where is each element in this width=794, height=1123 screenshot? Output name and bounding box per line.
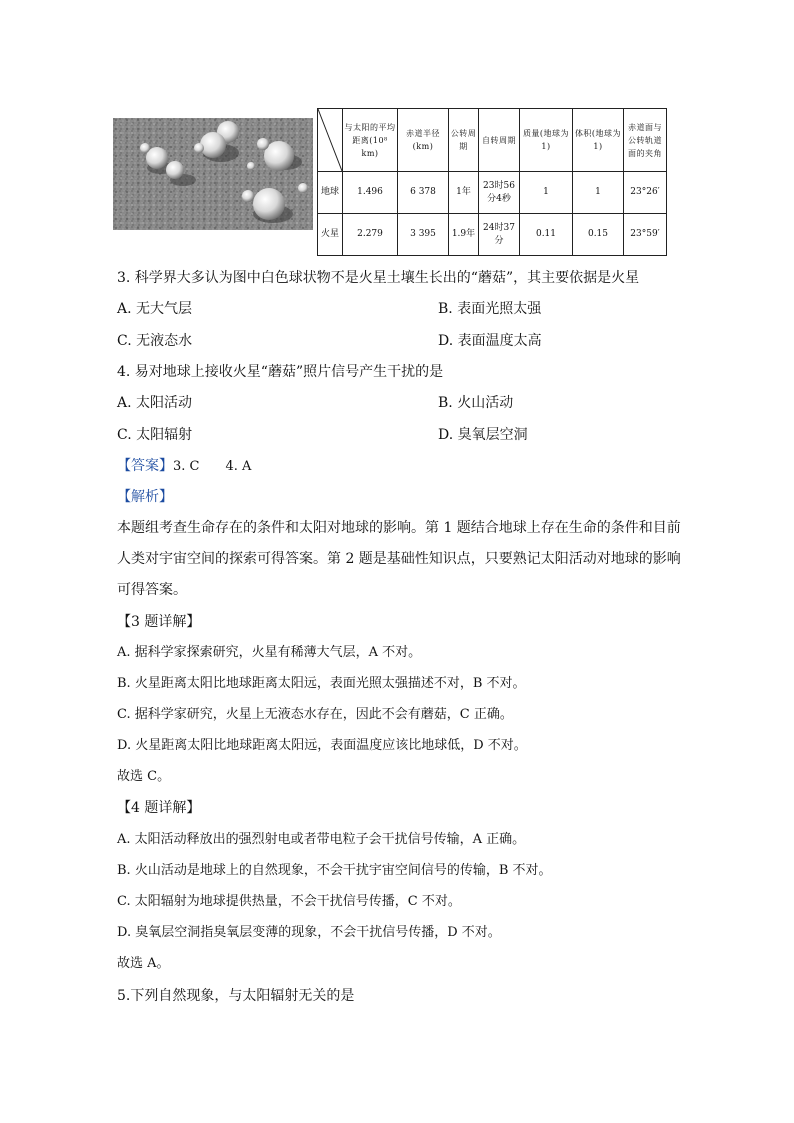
table-header-row [318, 109, 667, 172]
cell-mass: 1 [520, 172, 573, 214]
header-tilt: 赤道面与公转轨道面的夹角 [624, 109, 667, 172]
detail-4-line: C. 太阳辐射为地球提供热量，不会干扰信号传播，C 不对。 [117, 894, 461, 909]
question-3-option-d: D. 表面温度太高 [438, 333, 542, 349]
analysis-line: 可得答案。 [117, 582, 187, 598]
mars-photo-image [113, 118, 313, 230]
question-3-option-c: C. 无液态水 [117, 333, 193, 349]
cell-radius: 3 395 [398, 214, 449, 256]
question-4-option-c: C. 太阳辐射 [117, 427, 193, 443]
header-mass: 质量(地球为1) [520, 109, 573, 172]
question-3-stem: 3. 科学界大多认为图中白色球状物不是火星土壤生长出的“蘑菇”，其主要依据是火星 [117, 270, 640, 286]
table-row [318, 172, 667, 214]
question-3-option-a: A. 无大气层 [117, 301, 193, 317]
table-corner-cell [318, 109, 343, 172]
row-name: 地球 [318, 172, 343, 214]
row-name: 火星 [318, 214, 343, 256]
cell-tilt: 23°59′ [624, 214, 667, 256]
question-4-stem: 4. 易对地球上接收火星“蘑菇”照片信号产生干扰的是 [117, 364, 444, 380]
cell-radius: 6 378 [398, 172, 449, 214]
question-4-option-d: D. 臭氧层空洞 [438, 427, 528, 443]
header-distance: 与太阳的平均距离(10⁸ km) [343, 109, 398, 172]
answer-line [117, 456, 251, 477]
cell-orbit: 1.9年 [449, 214, 479, 256]
detail-4-line: D. 臭氧层空洞指臭氧层变薄的现象，不会干扰信号传播，D 不对。 [117, 925, 501, 940]
detail-3-line: C. 据科学家研究，火星上无液态水存在，因此不会有蘑菇，C 正确。 [117, 707, 513, 722]
cell-distance: 2.279 [343, 214, 398, 256]
cell-rotation: 24时37分 [479, 214, 520, 256]
question-4-option-a: A. 太阳活动 [117, 395, 193, 411]
header-rotation: 自转周期 [479, 109, 520, 172]
detail-3-line: D. 火星距离太阳比地球距离太阳远，表面温度应该比地球低，D 不对。 [117, 738, 527, 753]
cell-mass: 0.11 [520, 214, 573, 256]
answer-label: 【答案】 [117, 458, 173, 474]
planet-comparison-table [317, 108, 667, 256]
cell-volume: 1 [573, 172, 624, 214]
table-row [318, 214, 667, 256]
detail-3-line: A. 据科学家探索研究，火星有稀薄大气层，A 不对。 [117, 645, 422, 660]
cell-orbit: 1年 [449, 172, 479, 214]
analysis-label: 【解析】 [117, 489, 173, 505]
analysis-line: 本题组考查生命存在的条件和太阳对地球的影响。第 1 题结合地球上存在生命的条件和目前 [117, 520, 681, 536]
cell-tilt: 23°26′ [624, 172, 667, 214]
answer-text: 3. C 4. A [173, 459, 252, 474]
detail-3-label: 【3 题详解】 [117, 614, 201, 630]
cell-distance: 1.496 [343, 172, 398, 214]
header-volume: 体积(地球为1) [573, 109, 624, 172]
detail-4-conclusion: 故选 A。 [117, 956, 170, 971]
detail-4-line: A. 太阳活动释放出的强烈射电或者带电粒子会干扰信号传输，A 正确。 [117, 832, 526, 847]
question-5-stem: 5.下列自然现象，与太阳辐射无关的是 [117, 988, 355, 1004]
cell-volume: 0.15 [573, 214, 624, 256]
header-orbit: 公转周期 [449, 109, 479, 172]
detail-4-label: 【4 题详解】 [117, 800, 201, 816]
detail-4-line: B. 火山活动是地球上的自然现象，不会干扰宇宙空间信号的传输，B 不对。 [117, 863, 552, 878]
question-4-option-b: B. 火山活动 [438, 395, 514, 411]
analysis-line: 人类对宇宙空间的探索可得答案。第 2 题是基础性知识点，只要熟记太阳活动对地球的影响 [117, 551, 681, 567]
question-3-option-b: B. 表面光照太强 [438, 301, 542, 317]
header-radius: 赤道半径(km) [398, 109, 449, 172]
cell-rotation: 23时56分4秒 [479, 172, 520, 214]
detail-3-line: B. 火星距离太阳比地球距离太阳远，表面光照太强描述不对，B 不对。 [117, 676, 526, 691]
detail-3-conclusion: 故选 C。 [117, 769, 171, 784]
mars-mushroom-photo [113, 118, 313, 230]
